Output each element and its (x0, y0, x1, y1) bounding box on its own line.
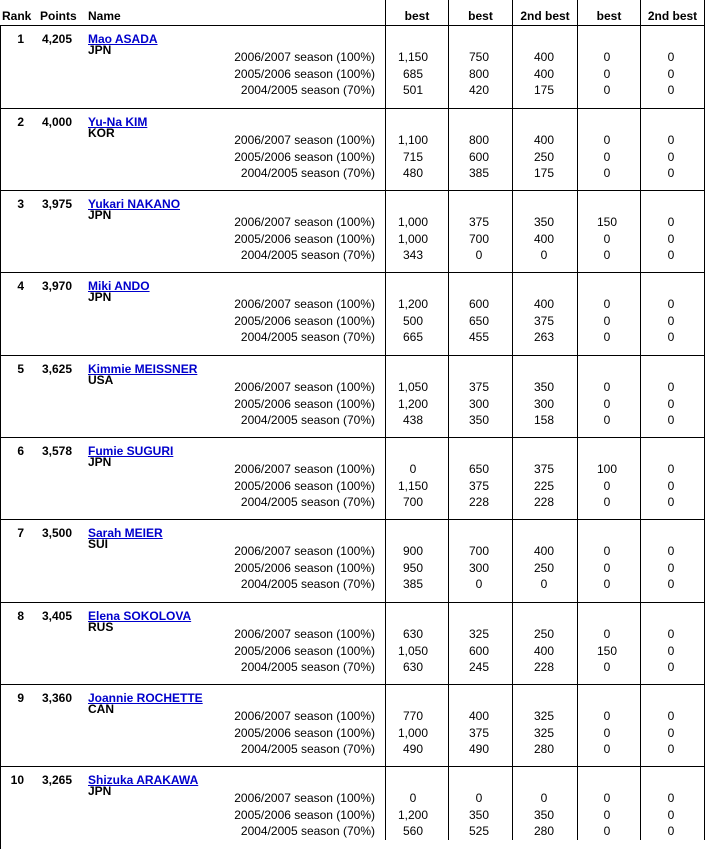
season-score: 0 (667, 577, 675, 591)
season-row (0, 478, 705, 494)
skater-country: USA (88, 373, 114, 387)
season-label: 2004/2005 season (70%) (240, 577, 375, 591)
season-score: 300 (468, 397, 490, 411)
season-score: 0 (603, 544, 611, 558)
header-col1: best (404, 9, 430, 23)
season-score: 630 (402, 627, 424, 641)
season-score: 0 (667, 380, 675, 394)
skater-country: JPN (88, 455, 112, 469)
season-score: 400 (468, 709, 490, 723)
season-score: 325 (533, 726, 555, 740)
skater-country: JPN (88, 208, 112, 222)
row-divider (0, 684, 705, 685)
season-score: 0 (667, 495, 675, 509)
season-score: 525 (468, 824, 490, 838)
season-score: 0 (667, 248, 675, 262)
season-score: 0 (603, 166, 611, 180)
season-score: 0 (540, 248, 548, 262)
header-col5: 2nd best (647, 9, 698, 23)
season-row (0, 494, 705, 510)
season-score: 770 (402, 709, 424, 723)
season-score: 350 (533, 808, 555, 822)
skater-points: 3,500 (41, 526, 72, 540)
skater-rank: 3 (17, 197, 24, 211)
season-score: 630 (402, 660, 424, 674)
season-score: 0 (603, 726, 611, 740)
season-score: 0 (667, 791, 675, 805)
season-label: 2004/2005 season (70%) (240, 742, 375, 756)
season-score: 0 (667, 232, 675, 246)
season-score: 800 (468, 133, 490, 147)
skater-block (0, 272, 705, 355)
season-score: 0 (667, 561, 675, 575)
season-row (0, 659, 705, 675)
season-score: 0 (603, 561, 611, 575)
season-score: 1,050 (397, 644, 429, 658)
season-score: 350 (468, 413, 490, 427)
season-score: 175 (533, 83, 555, 97)
season-score: 650 (468, 462, 490, 476)
season-row (0, 165, 705, 181)
season-row (0, 149, 705, 165)
skater-points: 4,205 (41, 32, 72, 46)
season-score: 950 (402, 561, 424, 575)
season-row (0, 329, 705, 345)
season-label: 2005/2006 season (100%) (234, 397, 375, 411)
season-score: 175 (533, 166, 555, 180)
season-score: 0 (667, 709, 675, 723)
skater-points: 3,578 (41, 444, 72, 458)
row-divider (0, 190, 705, 191)
season-score: 1,100 (397, 133, 429, 147)
skater-rank: 2 (17, 115, 24, 129)
season-row (0, 379, 705, 395)
skater-block (0, 602, 705, 685)
skater-rank: 5 (17, 362, 24, 376)
season-score: 0 (667, 215, 675, 229)
season-score: 100 (596, 462, 618, 476)
season-row (0, 560, 705, 576)
season-label: 2004/2005 season (70%) (240, 83, 375, 97)
season-score: 0 (603, 479, 611, 493)
season-score: 0 (667, 133, 675, 147)
skater-country: JPN (88, 43, 112, 57)
skater-rank: 10 (10, 773, 24, 787)
season-score: 245 (468, 660, 490, 674)
season-score: 0 (667, 824, 675, 838)
skater-block (0, 519, 705, 602)
season-score: 300 (468, 561, 490, 575)
season-label: 2006/2007 season (100%) (234, 50, 375, 64)
season-label: 2006/2007 season (100%) (234, 627, 375, 641)
season-score: 1,150 (397, 50, 429, 64)
season-score: 385 (468, 166, 490, 180)
skater-block (0, 190, 705, 273)
season-score: 0 (603, 660, 611, 674)
season-score: 375 (468, 726, 490, 740)
skater-points: 3,970 (41, 279, 72, 293)
season-score: 0 (603, 150, 611, 164)
season-label: 2006/2007 season (100%) (234, 297, 375, 311)
season-score: 0 (667, 660, 675, 674)
row-divider (0, 355, 705, 356)
season-score: 0 (667, 742, 675, 756)
season-label: 2005/2006 season (100%) (234, 726, 375, 740)
row-divider (0, 437, 705, 438)
season-score: 665 (402, 330, 424, 344)
season-score: 0 (603, 67, 611, 81)
season-score: 0 (667, 397, 675, 411)
skater-rank: 9 (17, 691, 24, 705)
season-score: 400 (533, 67, 555, 81)
season-score: 0 (409, 462, 417, 476)
row-divider (0, 272, 705, 273)
season-row (0, 82, 705, 98)
season-score: 0 (603, 742, 611, 756)
skater-country: CAN (88, 702, 114, 716)
season-row (0, 643, 705, 659)
season-label: 2004/2005 season (70%) (240, 166, 375, 180)
season-score: 0 (667, 314, 675, 328)
season-score: 300 (533, 397, 555, 411)
season-label: 2004/2005 season (70%) (240, 660, 375, 674)
season-row (0, 231, 705, 247)
season-score: 250 (533, 627, 555, 641)
season-score: 0 (667, 627, 675, 641)
season-label: 2005/2006 season (100%) (234, 644, 375, 658)
season-score: 560 (402, 824, 424, 838)
season-score: 650 (468, 314, 490, 328)
season-score: 1,200 (397, 808, 429, 822)
season-score: 228 (468, 495, 490, 509)
skater-points: 3,360 (41, 691, 72, 705)
season-row (0, 66, 705, 82)
season-score: 490 (402, 742, 424, 756)
season-score: 501 (402, 83, 424, 97)
season-label: 2006/2007 season (100%) (234, 709, 375, 723)
season-score: 375 (533, 314, 555, 328)
season-score: 0 (603, 791, 611, 805)
season-score: 0 (603, 330, 611, 344)
season-score: 0 (667, 50, 675, 64)
season-score: 350 (533, 380, 555, 394)
season-score: 375 (468, 380, 490, 394)
season-row (0, 790, 705, 806)
skater-rank: 4 (17, 279, 24, 293)
skater-name-link[interactable]: Yu-Na KIM (88, 115, 148, 129)
season-row (0, 214, 705, 230)
skater-name-link[interactable]: Yukari NAKANO (88, 197, 181, 211)
header-col2: best (468, 9, 493, 23)
season-label: 2005/2006 season (100%) (234, 561, 375, 575)
season-score: 280 (533, 824, 555, 838)
season-row (0, 247, 705, 263)
season-score: 0 (667, 330, 675, 344)
season-score: 250 (533, 561, 555, 575)
season-score: 1,000 (397, 215, 429, 229)
season-score: 325 (468, 627, 490, 641)
season-score: 0 (603, 232, 611, 246)
skater-block (0, 25, 705, 108)
season-score: 343 (402, 248, 424, 262)
season-score: 700 (468, 232, 490, 246)
skater-block (0, 684, 705, 767)
row-divider (0, 25, 705, 26)
season-score: 715 (402, 150, 424, 164)
season-score: 0 (667, 83, 675, 97)
season-label: 2006/2007 season (100%) (234, 462, 375, 476)
season-row (0, 725, 705, 741)
season-label: 2005/2006 season (100%) (234, 150, 375, 164)
season-score: 0 (603, 709, 611, 723)
season-score: 0 (603, 380, 611, 394)
season-score: 250 (533, 150, 555, 164)
season-score: 0 (603, 397, 611, 411)
season-label: 2004/2005 season (70%) (240, 330, 375, 344)
season-score: 0 (667, 544, 675, 558)
season-score: 900 (402, 544, 424, 558)
season-score: 385 (402, 577, 424, 591)
season-score: 0 (667, 166, 675, 180)
skater-rank: 7 (17, 526, 24, 540)
header-col4: best (596, 9, 622, 23)
skater-block (0, 437, 705, 520)
season-score: 150 (596, 644, 618, 658)
season-score: 700 (402, 495, 424, 509)
skater-block (0, 108, 705, 191)
season-score: 0 (667, 462, 675, 476)
season-label: 2006/2007 season (100%) (234, 544, 375, 558)
skater-points: 3,975 (41, 197, 72, 211)
row-divider (0, 108, 705, 109)
season-label: 2005/2006 season (100%) (234, 232, 375, 246)
season-label: 2004/2005 season (70%) (240, 413, 375, 427)
season-score: 400 (533, 133, 555, 147)
season-score: 480 (402, 166, 424, 180)
season-score: 1,200 (397, 297, 429, 311)
season-score: 375 (468, 479, 490, 493)
season-row (0, 49, 705, 65)
row-divider (0, 766, 705, 767)
skater-country: SUI (88, 537, 109, 551)
season-score: 700 (468, 544, 490, 558)
season-score: 150 (596, 215, 618, 229)
skater-name-link[interactable]: Sarah MEIER (88, 526, 163, 540)
header-rank: Rank (2, 9, 32, 23)
season-score: 0 (667, 726, 675, 740)
row-divider (0, 602, 705, 603)
table-header (0, 0, 705, 26)
season-score: 1,000 (397, 726, 429, 740)
skater-name-link[interactable]: Fumie SUGURI (88, 444, 174, 458)
season-score: 280 (533, 742, 555, 756)
season-row (0, 132, 705, 148)
season-score: 500 (402, 314, 424, 328)
skater-points: 3,405 (41, 609, 72, 623)
season-score: 400 (533, 544, 555, 558)
season-score: 0 (475, 577, 483, 591)
season-score: 455 (468, 330, 490, 344)
skater-points: 3,265 (41, 773, 72, 787)
season-score: 0 (475, 791, 483, 805)
season-label: 2005/2006 season (100%) (234, 67, 375, 81)
skater-points: 3,625 (41, 362, 72, 376)
season-score: 0 (603, 314, 611, 328)
season-score: 600 (468, 644, 490, 658)
season-score: 225 (533, 479, 555, 493)
season-score: 0 (409, 791, 417, 805)
season-label: 2006/2007 season (100%) (234, 215, 375, 229)
season-score: 400 (533, 232, 555, 246)
season-label: 2005/2006 season (100%) (234, 808, 375, 822)
season-score: 0 (603, 627, 611, 641)
season-score: 600 (468, 150, 490, 164)
season-score: 325 (533, 709, 555, 723)
row-divider (0, 519, 705, 520)
season-score: 0 (667, 808, 675, 822)
season-score: 685 (402, 67, 424, 81)
skater-points: 4,000 (41, 115, 72, 129)
season-score: 0 (603, 83, 611, 97)
season-score: 0 (667, 67, 675, 81)
season-row (0, 807, 705, 823)
season-score: 0 (603, 50, 611, 64)
skater-rank: 8 (17, 609, 24, 623)
season-label: 2006/2007 season (100%) (234, 380, 375, 394)
season-score: 1,050 (397, 380, 429, 394)
season-row (0, 296, 705, 312)
season-score: 1,150 (397, 479, 429, 493)
season-row (0, 396, 705, 412)
season-score: 0 (603, 413, 611, 427)
season-score: 0 (667, 479, 675, 493)
skater-name-link[interactable]: Mao ASADA (88, 32, 158, 46)
season-score: 0 (667, 413, 675, 427)
season-label: 2004/2005 season (70%) (240, 824, 375, 838)
season-row (0, 626, 705, 642)
season-label: 2006/2007 season (100%) (234, 133, 375, 147)
season-score: 400 (533, 644, 555, 658)
season-score: 263 (533, 330, 555, 344)
season-score: 600 (468, 297, 490, 311)
season-score: 350 (468, 808, 490, 822)
skater-country: JPN (88, 784, 112, 798)
season-score: 800 (468, 67, 490, 81)
season-label: 2005/2006 season (100%) (234, 479, 375, 493)
season-score: 0 (603, 297, 611, 311)
season-score: 438 (402, 413, 424, 427)
skater-name-link[interactable]: Elena SOKOLOVA (88, 609, 192, 623)
season-score: 350 (533, 215, 555, 229)
season-label: 2004/2005 season (70%) (240, 495, 375, 509)
season-score: 750 (468, 50, 490, 64)
season-score: 0 (667, 297, 675, 311)
header-points: Points (40, 9, 77, 23)
skater-country: JPN (88, 290, 112, 304)
header-name: Name (88, 9, 121, 23)
season-score: 375 (533, 462, 555, 476)
season-row (0, 313, 705, 329)
season-row (0, 741, 705, 757)
season-row (0, 823, 705, 839)
season-score: 0 (540, 791, 548, 805)
season-score: 0 (603, 248, 611, 262)
header-col3: 2nd best (520, 9, 570, 23)
season-score: 228 (533, 660, 555, 674)
season-score: 0 (603, 824, 611, 838)
skater-name-link[interactable]: Joannie ROCHETTE (88, 691, 203, 705)
season-score: 0 (603, 808, 611, 822)
season-score: 0 (540, 577, 548, 591)
season-score: 0 (603, 495, 611, 509)
season-score: 0 (667, 150, 675, 164)
skater-block (0, 766, 705, 849)
season-score: 375 (468, 215, 490, 229)
season-score: 158 (533, 413, 555, 427)
season-row (0, 708, 705, 724)
season-row (0, 543, 705, 559)
season-score: 400 (533, 50, 555, 64)
season-score: 420 (468, 83, 490, 97)
skater-rank: 1 (17, 32, 24, 46)
season-score: 0 (603, 577, 611, 591)
season-score: 400 (533, 297, 555, 311)
skater-name-link[interactable]: Kimmie MEISSNER (88, 362, 198, 376)
season-row (0, 461, 705, 477)
season-label: 2006/2007 season (100%) (234, 791, 375, 805)
skater-name-link[interactable]: Shizuka ARAKAWA (88, 773, 199, 787)
skater-country: RUS (88, 620, 114, 634)
skater-block (0, 355, 705, 438)
season-score: 0 (667, 644, 675, 658)
season-row (0, 576, 705, 592)
season-score: 1,200 (397, 397, 429, 411)
skater-country: KOR (88, 126, 115, 140)
season-score: 1,000 (397, 232, 429, 246)
season-score: 0 (603, 133, 611, 147)
season-label: 2005/2006 season (100%) (234, 314, 375, 328)
season-score: 228 (533, 495, 555, 509)
season-row (0, 412, 705, 428)
skater-name-link[interactable]: Miki ANDO (88, 279, 150, 293)
skater-rank: 6 (17, 444, 24, 458)
season-label: 2004/2005 season (70%) (240, 248, 375, 262)
season-score: 0 (475, 248, 483, 262)
season-score: 490 (468, 742, 490, 756)
